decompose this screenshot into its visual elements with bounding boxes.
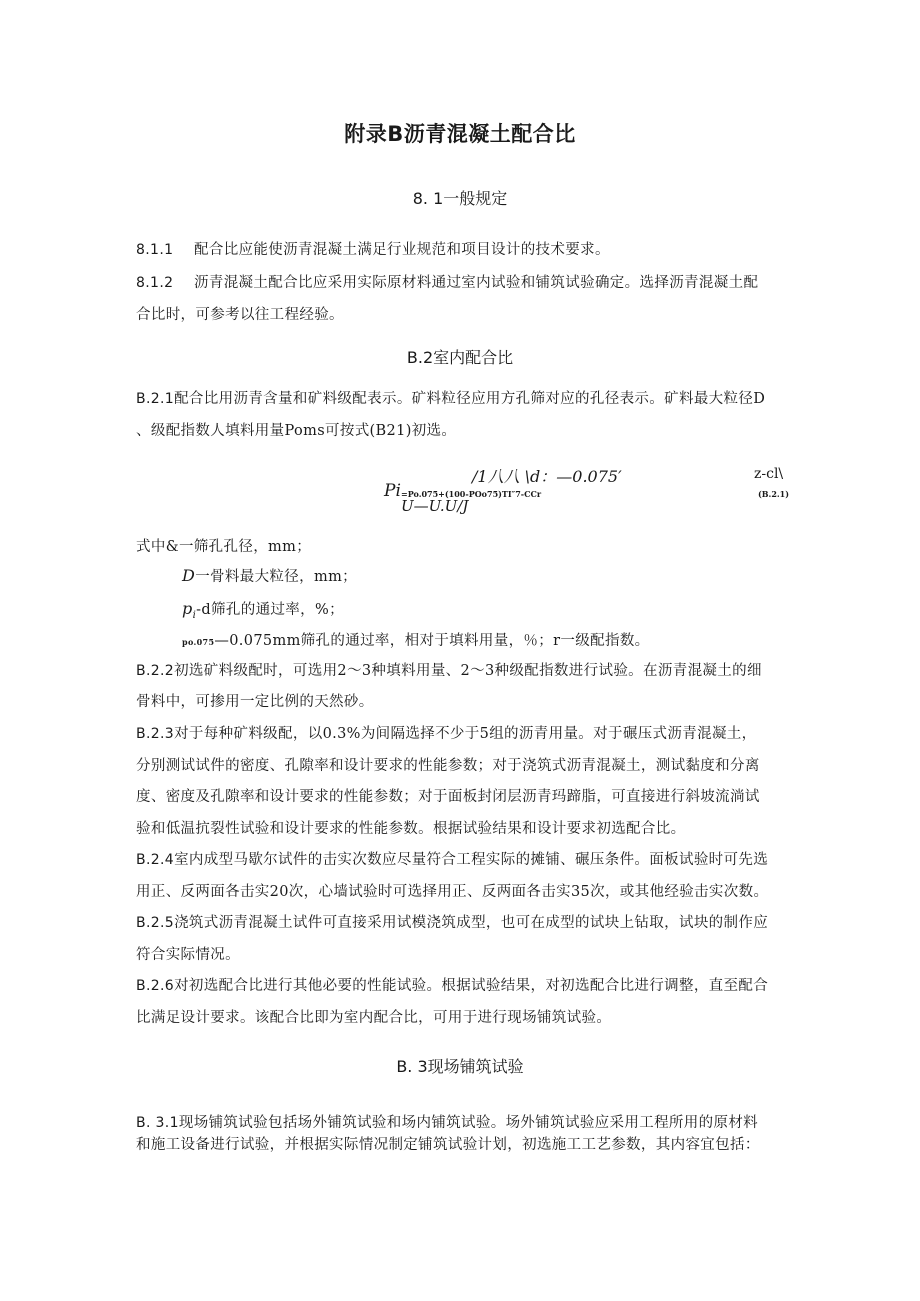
clause-number: B.2.3	[136, 726, 175, 742]
clause-b-3-1-line2: 和施工设备进行试验，并根据实际情况制定铺筑试验计划，初选施工工艺参数，其内容宜包括：	[136, 1137, 760, 1153]
clause-b-2-4-line1	[136, 850, 796, 870]
clause-text: 沥青混凝土配合比应采用实际原材料通过室内试验和铺筑试验确定。选择沥青混凝土配	[194, 275, 759, 291]
where-text: 一骨料最大粒径，mm；	[195, 569, 358, 585]
formula-number: (B.2.1)	[758, 489, 790, 499]
clause-b-2-2-line2: 骨料中，可掺用一定比例的天然砂。	[136, 694, 374, 710]
clause-text: 对于每种矿料级配，以0.3%为间隔选择不少于5组的沥青用量。对于碾压式沥青混凝土，	[174, 726, 757, 742]
section-heading-b3: B. 3现场铺筑试验	[396, 1057, 524, 1076]
clause-b-2-5-line2: 符合实际情况。	[136, 947, 240, 963]
clause-b-2-6-line1	[136, 976, 796, 996]
clause-text: 配合比用沥青含量和矿料级配表示。矿料粒径应用方孔筛对应的孔径表示。矿料最大粒径D	[174, 391, 766, 407]
clause-number: B.2.6	[136, 978, 175, 994]
clause-b-3-1-line1	[136, 1113, 796, 1133]
page-title: 附录B沥青混凝土配合比	[344, 122, 576, 146]
formula-bottom: U—U.U/J	[401, 497, 469, 515]
clause-text: 初选矿料级配时，可选用2～3种填料用量、2～3种级配指数进行试验。在沥青混凝土的细	[174, 663, 762, 679]
symbol-d: D	[182, 566, 196, 585]
clause-text: 配合比应能使沥青混凝土满足行业规范和项目设计的技术要求。	[194, 242, 610, 258]
clause-b-2-3-line3: 度、密度及孔隙率和设计要求的性能参数；对于面板封闭层沥青玛蹄脂，可直接进行斜坡流淌试	[136, 789, 760, 805]
clause-number: B.2.2	[136, 663, 175, 679]
clause-8-1-2-cont: 合比时，可参考以往工程经验。	[136, 307, 344, 323]
where-line-3	[182, 599, 842, 626]
clause-b-2-5-line1	[136, 913, 796, 933]
clause-8-1-2	[136, 273, 796, 293]
clause-b-2-3-line4: 验和低温抗裂性试验和设计要求的性能参数。根据试验结果和设计要求初选配合比。	[136, 821, 686, 837]
clause-number: B. 3.1	[136, 1115, 179, 1131]
symbol-p: p	[182, 599, 193, 618]
clause-number: B.2.1	[136, 391, 175, 407]
section-heading-b2: B.2室内配合比	[406, 348, 514, 367]
clause-b-2-4-line2: 用正、反两面各击实20次，心墙试验时可选择用正、反两面各击实35次，或其他经验击实次数。	[136, 884, 769, 900]
clause-text: 浇筑式沥青混凝土试件可直接采用试模浇筑成型，也可在成型的试块上钻取，试块的制作应	[174, 915, 769, 931]
formula-right-top: z-cl\	[754, 466, 784, 482]
where-line-4	[182, 631, 842, 652]
clause-number: 8.1.2	[136, 275, 174, 291]
where-text: -d筛孔的通过率，%；	[196, 602, 344, 618]
clause-b-2-1-line1	[136, 389, 796, 409]
clause-b-2-3-line2: 分别测试试件的密度、孔隙率和设计要求的性能参数；对于浇筑式沥青混凝土，测试黏度和分离	[136, 758, 760, 774]
symbol-p0075: po.075	[182, 637, 215, 647]
formula-lhs: Pi	[384, 481, 401, 501]
symbol-p-sub: i	[192, 609, 197, 621]
clause-text: 对初选配合比进行其他必要的性能试验。根据试验结果，对初选配合比进行调整，直至配合	[174, 978, 769, 994]
clause-text: 现场铺筑试验包括场外铺筑试验和场内铺筑试验。场外铺筑试验应采用工程所用的原材料	[178, 1115, 759, 1131]
clause-b-2-3-line1	[136, 724, 796, 744]
formula-main: =Po.075+(100-POo75)TI″7-CCr	[401, 489, 542, 499]
clause-b-2-1-line2: 、级配指数人填料用量Poms可按式(B21)初选。	[136, 423, 457, 439]
section-heading-b1: 8. 1一般规定	[412, 189, 508, 208]
clause-8-1-1	[136, 240, 796, 260]
where-text: —0.075mm筛孔的通过率，相对于填料用量，％；r一级配指数。	[214, 633, 650, 649]
where-line-2	[182, 566, 842, 587]
clause-b-2-2-line1	[136, 661, 796, 681]
clause-number: B.2.4	[136, 852, 175, 868]
clause-number: B.2.5	[136, 915, 175, 931]
clause-text: 室内成型马歇尔试件的击实次数应尽量符合工程实际的摊铺、碾压条件。面板试验时可先选	[174, 852, 769, 868]
formula-top: /1八八 \d：—0.075′	[472, 467, 622, 486]
where-line-1: 式中&一筛孔孔径，mm；	[136, 539, 312, 555]
clause-b-2-6-line2: 比满足设计要求。该配合比即为室内配合比，可用于进行现场铺筑试验。	[136, 1010, 612, 1026]
clause-number: 8.1.1	[136, 242, 174, 258]
